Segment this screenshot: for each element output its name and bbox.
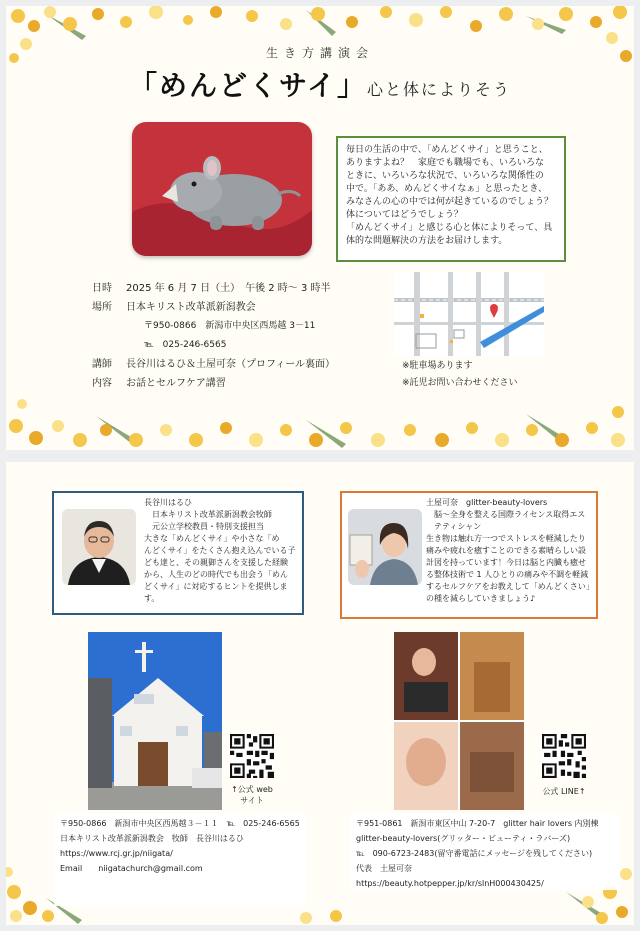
bio-line: んどくサイ」をたくさん抱え込んでいる子 (144, 546, 296, 555)
flyer-front (6, 6, 634, 450)
message-line: 体についてはどうでしょう？ (346, 210, 463, 220)
bio-line: 計図を持っています！今日は脳と内臓も癒せ (426, 558, 586, 567)
salon-line-qr[interactable] (542, 734, 586, 778)
bio-line: す。 (144, 594, 160, 603)
qr-label-line: ↑公式 web (231, 785, 273, 794)
tsuchiya-bio (426, 497, 594, 605)
bio-line: 日本キリスト改革派新潟教会牧師 (144, 510, 272, 519)
date-value: 2025 年 6 月 7 日（土） 午後 2 時～ 3 時半 (126, 283, 331, 294)
bio-line: る整体技術で 1 人ひとりの痛みや不調を軽減 (426, 570, 589, 579)
bio-line: するセルフケアをお教えして「めんどくさい」 (426, 582, 594, 591)
church-address: 〒950-0866 新潟市中央区西馬越３－１１ ℡ 025-246-6565 (60, 819, 300, 828)
salon-tel: ℡ 090-6723-2483(留守番電話にメッセージを残してください) (356, 849, 593, 858)
place-address: 〒950-0866 新潟市中央区西馬越 3－11 (144, 321, 316, 331)
message-line: 「めんどくサイ」と感じる心と体によりそって、具 (346, 223, 553, 233)
place-label: 場所 (92, 302, 112, 313)
speaker-label: 講師 (92, 359, 112, 370)
content-value: お話とセルフケア講習 (126, 378, 226, 389)
church-website-link[interactable]: https://www.rcj.gr.jp/niigata/ (60, 849, 173, 858)
mimosa-border-bottom (6, 386, 634, 450)
salon-representative: 代表 土屋可奈 (356, 864, 412, 873)
speaker-value: 長谷川はるひ＆土屋可奈（プロフィール裏面） (126, 359, 335, 370)
place-tel: ℡ 025-246-6565 (144, 340, 227, 350)
qr-label-line: 公式 LINE↑ (542, 787, 586, 796)
date-label: 日時 (92, 283, 112, 294)
bio-line: 土屋可奈 glitter-beauty-lovers (426, 498, 548, 507)
bio-line: ども達と、その親御さんを支援した経験 (144, 558, 288, 567)
rhino-toy-photo (132, 122, 312, 256)
bio-line: 大きな「めんどくサイ」や小さな「め (144, 534, 280, 543)
church-website-qr[interactable] (230, 734, 274, 778)
salon-qr-label (534, 786, 594, 797)
bio-line: 痛みや疲れを癒すことのできる素晴らしい設 (426, 546, 586, 555)
message-line: ときに、いろいろな状況で、いろいろな関係性の (346, 171, 544, 181)
salon-address: 〒951-0861 新潟市東区中山 7-20-7 glitter hair lovers 内別棟 (356, 819, 599, 828)
church-building-photo (88, 632, 222, 810)
salon-name: glitter-beauty-lovers(グリッター・ビューティ・ラバーズ) (356, 834, 571, 843)
bio-line: どくサイ」に対応するヒントを提供しま (144, 582, 288, 591)
message-line: 毎日の生活の中で、「めんどくサイ」と思うこと、 (346, 145, 548, 155)
bio-line: テティシャン (426, 522, 482, 531)
event-notes (402, 358, 518, 392)
message-line: 体的な問題解決の方法をお届けします。 (346, 236, 508, 246)
content-label: 内容 (92, 378, 112, 389)
church-email[interactable]: Email niigatachurch@gmail.com (60, 864, 203, 873)
tsuchiya-portrait (348, 509, 422, 585)
parking-note: ※駐車場あります (402, 361, 473, 371)
salon-photo-collage (394, 632, 524, 810)
bio-line: の種を減らしていきましょう♪ (426, 594, 536, 603)
hasegawa-bio (144, 497, 298, 605)
salon-contact-info (350, 814, 620, 890)
bio-line: 生き物は触れ方一つでストレスを軽減したり (426, 534, 586, 543)
message-line: 中で。「ああ、めんどくサイなぁ」と思ったとき、 (346, 184, 547, 194)
event-overline: 生き方講演会 (265, 46, 374, 60)
message-line: みなさんの心の中では何が起きているのでしょう？ (346, 197, 554, 207)
event-message-box (336, 136, 566, 262)
profile-card-tsuchiya (340, 491, 598, 619)
event-details (92, 279, 392, 393)
title-main: 「めんどくサイ」 (128, 69, 368, 102)
qr-label-line: サイト (240, 796, 264, 805)
profile-card-hasegawa (52, 491, 304, 615)
hasegawa-portrait (62, 509, 136, 585)
bio-line: 長谷川はるひ (144, 498, 192, 507)
title-sub: 心と体によりそう (367, 80, 512, 99)
message-line: ありますよね？ 家庭でも職場でも、いろいろな (346, 158, 545, 168)
childcare-note: ※託児お問い合わせください (402, 378, 518, 388)
event-title (6, 64, 634, 104)
bio-line: 元公立学校教員・特別支援担当 (144, 522, 264, 531)
church-contact-info (54, 814, 306, 906)
bio-line: から、人生のどの時代でも出会う「めん (144, 570, 288, 579)
location-map (394, 272, 544, 356)
place-value: 日本キリスト改革派新潟教会 (126, 302, 256, 313)
flyer-back (6, 462, 634, 925)
church-qr-label (226, 784, 278, 806)
church-pastor: 日本キリスト改革派新潟教会 牧師 長谷川はるひ (60, 834, 244, 843)
bio-line: 脳～全身を整える国際ライセンス取得エス (426, 510, 586, 519)
salon-website-link[interactable]: https://beauty.hotpepper.jp/kr/slnH000430425/ (356, 879, 544, 888)
